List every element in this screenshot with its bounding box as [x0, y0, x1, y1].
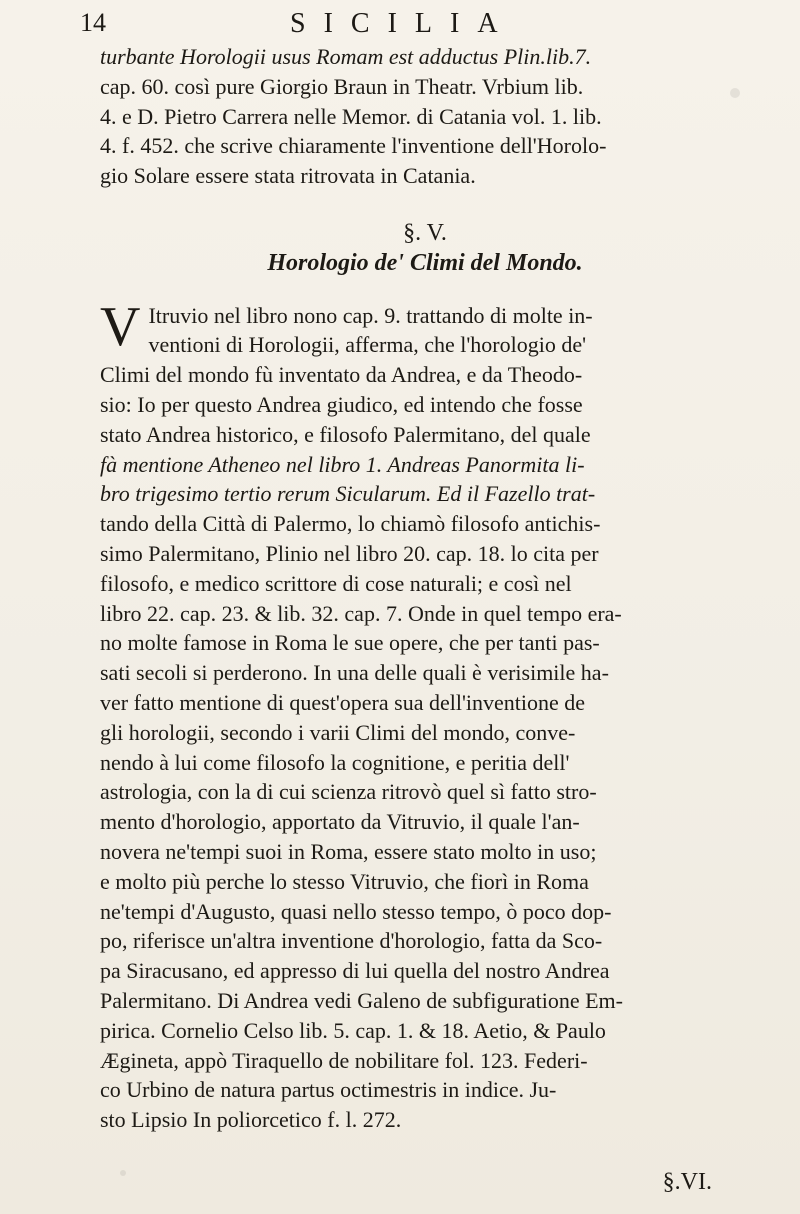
header-title: SICILIA [290, 8, 516, 39]
text-line: Climi del mondo fù inventato da Andrea, e da Theodo- [100, 362, 583, 388]
text-line: cap. 60. così pure Giorgio Braun in Theatr. Vrbium lib. [100, 73, 584, 99]
text-line: Palermitano. Di Andrea vedi Galeno de subfiguratione Em- [100, 987, 623, 1013]
text-line: no molte famose in Roma le sue opere, che per tanti pas- [100, 630, 600, 656]
text-line: libro 22. cap. 23. & lib. 32. cap. 7. Onde in quel tempo era- [100, 600, 622, 626]
section-title: Horologio de' Climi del Mondo. [267, 249, 583, 276]
text-line: ventioni di Horologii, afferma, che l'horologio de' [148, 332, 587, 358]
footer-section-marker: §.VI. [662, 1169, 712, 1195]
text-line: sati secoli si perderono. In una delle quali è verisimile ha- [100, 660, 609, 686]
paper-stain [120, 1170, 126, 1176]
text-line: e molto più perche lo stesso Vitruvio, che fiorì in Roma [100, 868, 589, 894]
text-line: gio Solare essere stata ritrovata in Catania. [100, 163, 476, 189]
text-line: 4. e D. Pietro Carrera nelle Memor. di Catania vol. 1. lib. [100, 103, 602, 129]
text-line: stato Andrea historico, e filosofo Palermitano, del quale [100, 421, 591, 447]
text-line: turbante Horologii usus Romam est adductus Plin.lib.7. [100, 44, 592, 69]
text-line: ne'tempi d'Augusto, quasi nello stesso tempo, ò poco dop- [100, 898, 612, 924]
text-line: co Urbino de natura partus octimestris in indice. Ju- [100, 1077, 557, 1103]
text-line: 4. f. 452. che scrive chiaramente l'inventione dell'Horolo- [100, 133, 607, 159]
text-line: gli horologii, secondo i varii Climi del mondo, conve- [100, 719, 576, 745]
text-line: astrologia, con la di cui scienza ritrovò quel sì fatto stro- [100, 779, 597, 805]
page-number: 14 [80, 8, 106, 37]
text-line: nendo à lui come filosofo la cognitione, e peritia dell' [100, 749, 570, 775]
text-line: pirica. Cornelio Celso lib. 5. cap. 1. & 18. Aetio, & Paulo [100, 1017, 606, 1043]
paragraph [100, 295, 750, 1135]
text-line: filosofo, e medico scrittore di cose naturali; e così nel [100, 570, 572, 596]
text-line: sio: Io per questo Andrea giudico, ed intendo che fosse [100, 391, 583, 417]
text-line: bro trigesimo tertio rerum Sicularum. Ed il Fazello trat- [100, 481, 596, 507]
text-line: Ægineta, appò Tiraquello de nobilitare fol. 123. Federi- [100, 1047, 588, 1073]
text-line: ver fatto mentione di quest'opera sua dell'inventione de [100, 689, 586, 715]
paper-stain [730, 88, 740, 98]
text-line: pa Siracusano, ed appresso di lui quella del nostro Andrea [100, 958, 610, 984]
text-line: mento d'horologio, apportato da Vitruvio, il quale l'an- [100, 809, 580, 835]
text-line: simo Palermitano, Plinio nel libro 20. cap. 18. lo cita per [100, 540, 599, 566]
drop-cap: V [100, 295, 141, 358]
text-line: tando della Città di Palermo, lo chiamò filosofo antichis- [100, 511, 601, 537]
body-text [100, 42, 750, 1135]
text-line: fà mentione Atheneo nel libro 1. Andreas Panormita li- [100, 451, 585, 477]
text-line: po, riferisce un'altra inventione d'horologio, fatta da Sco- [100, 928, 603, 954]
text-line: novera ne'tempi suoi in Roma, essere stato molto in uso; [100, 838, 597, 864]
section-marker: §. V. [403, 219, 447, 246]
text-line: Itruvio nel libro nono cap. 9. trattando di molte in- [148, 302, 593, 328]
text-line: sto Lipsio In poliorcetico f. l. 272. [100, 1107, 402, 1133]
